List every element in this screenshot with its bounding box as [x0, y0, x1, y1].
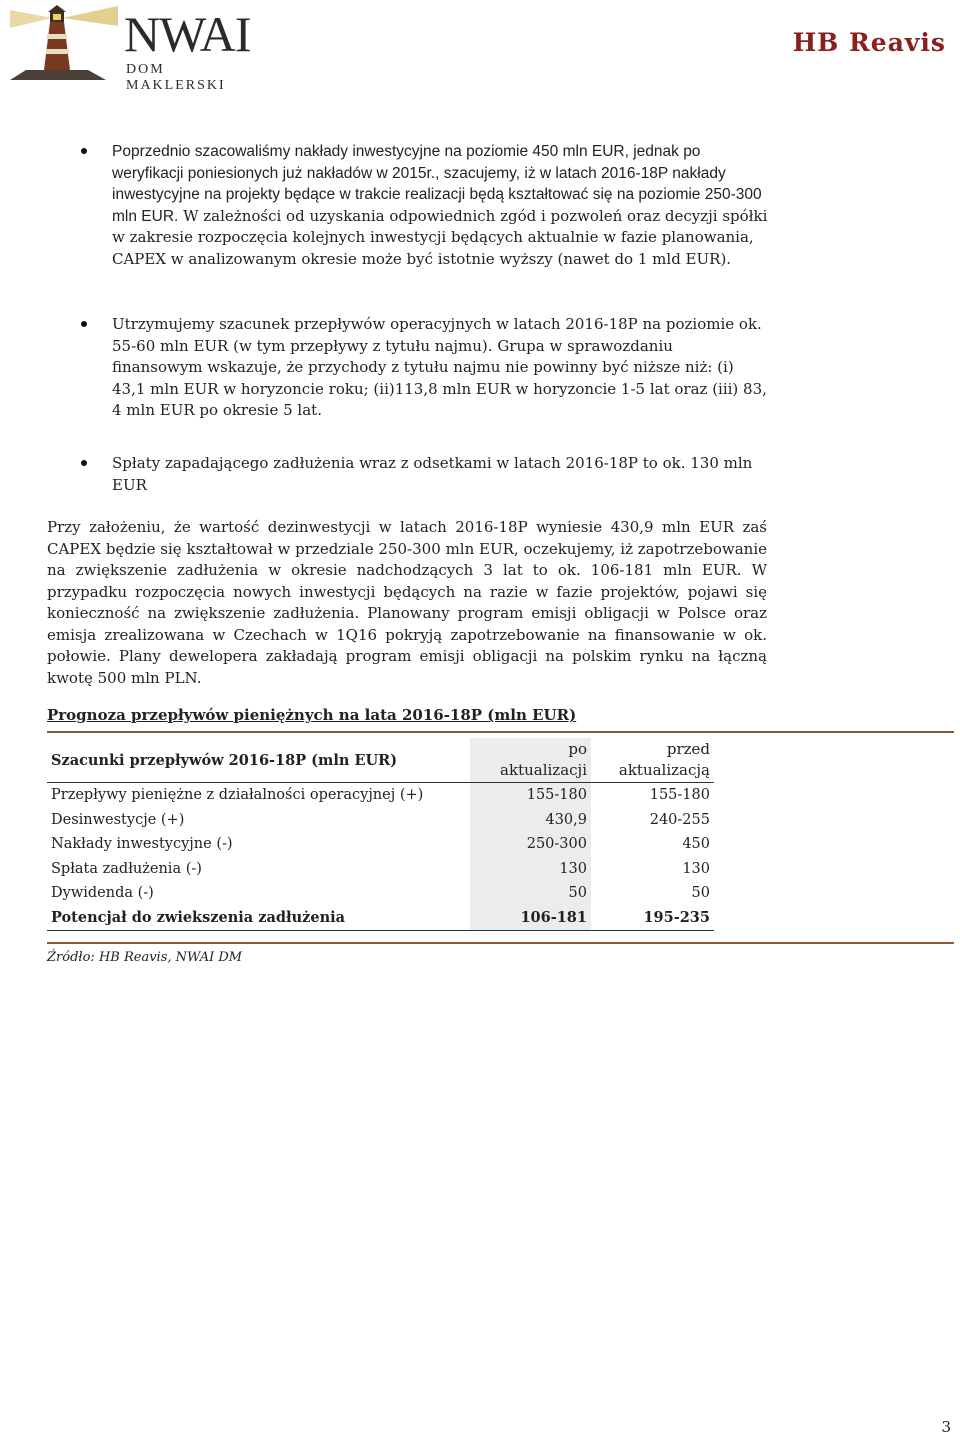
summary-paragraph: Przy założeniu, że wartość dezinwestycji w latach 2016-18P wyniesie 430,9 mln EUR zaś CAPEX będzie się kształtował w przedziale 250-300 mln EUR, oczekujemy, iż zapotrzebowanie na zwiększenie zadłużenia w okresie nadchodzących 3 lat to ok. 106-181 mln EUR. W przypadku rozpoczęcia nowych inwestycji będących na razie w fazie projektów, pojawi się konieczność na zwiększenie zadłużenia. Planowany program emisji obligacji w Polsce oraz emisja zrealizowana w Czechach w 1Q16 pokryją zapotrzebowanie na finansowanie w ok. połowie. Plany dewelopera zakładają program emisji obligacji na polskim rynku na łączną kwotę 500 mln PLN.	[47, 518, 767, 687]
total-value-before: 195-235	[591, 906, 714, 931]
bullet-dot	[81, 321, 87, 327]
row-label: Spłata zadłużenia (-)	[51, 860, 202, 877]
row-label: Dywidenda (-)	[51, 885, 154, 902]
section-title: Prognoza przepływów pieniężnych na lata 2016-18P (mln EUR)	[47, 706, 577, 724]
table-header-after-update	[470, 738, 591, 783]
logo-name: NWAI	[124, 6, 251, 62]
lighthouse-icon	[6, 4, 121, 82]
row-value-after: 155-180	[470, 783, 591, 808]
section-rule-bottom	[47, 942, 954, 944]
row-value-before: 130	[682, 860, 710, 877]
row-value-before: 450	[682, 836, 710, 853]
row-value-before: 155-180	[649, 787, 710, 804]
table-row	[47, 783, 714, 808]
total-label: Potencjał do zwiekszenia zadłużenia	[47, 906, 470, 931]
bullet-debt-repayment	[112, 453, 768, 496]
bullet-dot	[81, 460, 87, 466]
row-label: Przepływy pieniężne z działalności operacyjnej (+)	[51, 787, 424, 804]
source-note: Źródło: HB Reavis, NWAI DM	[47, 950, 243, 965]
logo-subtitle: DOM MAKLERSKI	[126, 62, 226, 93]
table-header-label: Szacunki przepływów 2016-18P (mln EUR)	[47, 738, 470, 783]
header-after-line1: po	[568, 740, 587, 758]
company-brand: HB Reavis	[792, 28, 946, 57]
table-row	[47, 857, 714, 882]
row-label: Desinwestycje (+)	[51, 811, 185, 828]
table-row	[47, 832, 714, 857]
table-header-before-update	[591, 738, 714, 783]
bullet-operating-cashflow	[112, 314, 768, 422]
header-after-line2: aktualizacji	[500, 761, 587, 779]
bullet-dot	[81, 148, 87, 154]
section-rule-top	[47, 731, 954, 733]
row-value-after: 430,9	[470, 808, 591, 833]
row-value-before: 240-255	[649, 811, 710, 828]
row-value-after: 250-300	[470, 832, 591, 857]
table-row	[47, 808, 714, 833]
bullet-operating-cashflow-text: Utrzymujemy szacunek przepływów operacyjnych w latach 2016-18P na poziomie ok. 55-60 mln EUR (w tym przepływy z tytułu najmu). Grupa w sprawozdaniu finansowym wskazuje, że przychody z tytułu najmu nie powinny być niższe niż: (i) 43,1 mln EUR w horyzoncie roku; (ii)113,8 mln EUR w horyzoncie 1-5 lat oraz (iii) 83, 4 mln EUR po okresie 5 lat.	[112, 315, 767, 420]
bullet-capex-text-b: W zależności od uzyskania odpowiednich zgód i pozwoleń oraz decyzji spółki w zakresie rozpoczęcia kolejnych inwestycji będących aktualnie w fazie planowania, CAPEX w analizowanym okresie może być istotnie wyższy (nawet do 1 mld EUR).	[112, 206, 768, 268]
bullet-debt-repayment-text: Spłaty zapadającego zadłużenia wraz z odsetkami w latach 2016-18P to ok. 130 mln EUR	[112, 454, 753, 494]
row-value-before: 50	[691, 885, 710, 902]
nwai-logo	[6, 4, 256, 93]
table-total-row	[47, 906, 714, 931]
cashflow-table	[47, 738, 714, 931]
bullet-capex	[112, 141, 768, 271]
page-number: 3	[941, 1418, 951, 1436]
table-header-row	[47, 738, 714, 783]
header-before-line1: przed	[666, 740, 710, 758]
row-value-after: 130	[470, 857, 591, 882]
header-before-line2: aktualizacją	[618, 761, 710, 779]
total-value-after: 106-181	[470, 906, 591, 931]
row-value-after: 50	[470, 881, 591, 906]
table-row	[47, 881, 714, 906]
bullet-capex-text-a: Poprzednio szacowaliśmy nakłady inwestycyjne na poziomie 450 mln EUR, jednak po weryfikacji poniesionych już nakładów w 2015r., szacujemy, iż w latach 2016-18P nakłady inwestycyjne na projekty będące w trakcie realizacji będą kształtować się na poziomie 250-300 mln EUR.	[112, 143, 762, 225]
row-label: Nakłady inwestycyjne (-)	[51, 836, 233, 853]
